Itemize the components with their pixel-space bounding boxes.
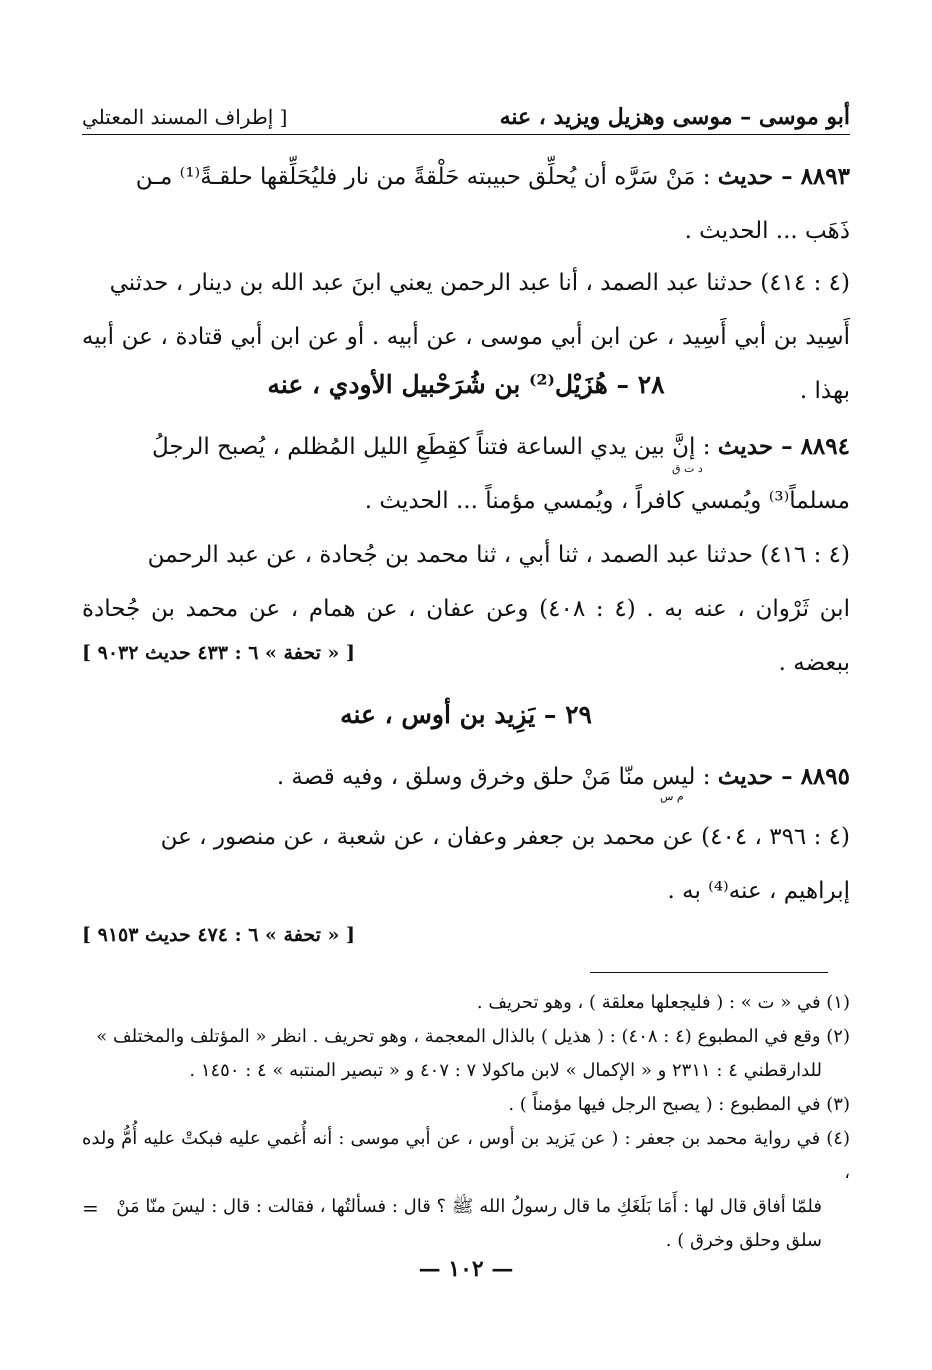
hadith-8893 <box>82 150 850 258</box>
isnad-line1: (٤ : ٤١٦) حدثنا عبد الصمد ، ثنا أبي ، ثنا محمد بن جُحادة ، عن عبد الرحمن <box>147 542 850 568</box>
footnote-3: (٣) في المطبوع : ( يصبح الرجل فيها مؤمناً ) . <box>508 1094 850 1115</box>
header-book-title: [ إطراف المسند المعتلي <box>82 105 288 129</box>
footnote-4-cont2: سلق وحلق وخرق ) . <box>665 1230 822 1251</box>
running-header <box>82 100 850 135</box>
tuhfa-reference-8895: [ « تحفة » ٦ : ٤٧٤ حديث ٩١٥٣ ] <box>82 924 355 946</box>
isnad-line2: إبراهيم ، عنه⁽⁴⁾ به . <box>667 878 850 904</box>
page-number: — ١٠٢ — <box>418 1256 514 1282</box>
isnad-line2: ابن ثَرْوان ، عنه به . (٤ : ٤٠٨) وعن عفان ، عن همام ، عن محمد بن جُحادة ببعضه . <box>82 596 850 676</box>
footnote-2-cont: للدارقطني ٤ : ٢٣١١ و « الإكمال » لابن ماكولا ٧ : ٤٠٧ و « تبصير المنتبه » ٤ : ١٤٥٠ . <box>189 1060 822 1081</box>
hadith-8894-line1 <box>82 420 850 474</box>
hadith-8894 <box>82 420 850 528</box>
isnad-line2: أَسِيد بن أبي أَسِيد ، عن ابن أبي موسى ، عن أبيه . أو عن ابن أبي قتادة ، عن أبيه بهذا . <box>82 324 850 404</box>
footnote-4: (٤) في رواية محمد بن جعفر : ( عن يَزيد بن أوس ، عن أبي موسى : أنه أُغمي عليه فبكتْ عليه أُمُّ ولده ، <box>82 1128 850 1183</box>
hadith-8894-text: : إنَّ بين يدي الساعة فتناً كقِطَعِ الليل المُظلم ، يُصبح الرجلُ <box>152 434 711 460</box>
footnote-4-cont: فلمّا أفاق قال لها : أَمَا بَلَغَكِ ما قال رسولُ الله ﷺ ؟ قال : فسألتُها ، فقالت : قال : ليسَ منّا مَنْ <box>116 1196 822 1217</box>
chapter-28-heading: ٢٨ – هُزَيْل⁽²⁾ بن شُرَحْبيل الأودي ، عنه <box>267 370 665 399</box>
footnote-divider <box>590 972 828 973</box>
hadith-8895 <box>82 750 850 804</box>
hadith-8894-sigla: د ت ق <box>672 462 703 475</box>
footnote-2: (٢) وقع في المطبوع (٤ : ٤٠٨) : ( هذيل ) بالذال المعجمة ، وهو تحريف . انظر « المؤتلف والمختلف » <box>96 1026 850 1047</box>
hadith-8894-number: ٨٨٩٤ – حديث <box>717 433 850 460</box>
hadith-8895-text: : ليس منّا مَنْ حلق وخرق وسلق ، وفيه قصة . <box>276 764 711 790</box>
hadith-8894-line2: مسلماً⁽³⁾ ويُمسي كافراً ، ويُمسي مؤمناً ... الحديث . <box>364 488 850 514</box>
hadith-8893-line2: ذَهَب ... الحديث . <box>684 218 850 244</box>
hadith-8895-line1 <box>82 750 850 804</box>
header-title: أبو موسى – موسى وهزيل ويزيد ، عنه <box>499 104 850 130</box>
hadith-8895-sigla: م س <box>660 790 684 803</box>
hadith-8893-line1 <box>82 150 850 204</box>
isnad-line1: (٤ : ٣٩٦ ، ٤٠٤) عن محمد بن جعفر وعفان ، عن شعبة ، عن منصور ، عن <box>160 824 850 850</box>
hadith-8894-isnad <box>82 528 850 690</box>
footnotes <box>82 986 850 1258</box>
hadith-8895-isnad <box>82 810 850 918</box>
chapter-29-heading: ٢٩ – يَزِيد بن أوس ، عنه <box>340 700 592 729</box>
tuhfa-reference-8894: [ « تحفة » ٦ : ٤٣٣ حديث ٩٠٣٢ ] <box>82 642 355 664</box>
isnad-line1: (٤ : ٤١٤) حدثنا عبد الصمد ، أنا عبد الرحمن يعني ابنَ عبد الله بن دينار ، حدثني <box>109 270 850 296</box>
hadith-8893-number: ٨٨٩٣ – حديث <box>717 163 850 190</box>
continuation-mark: = <box>82 1196 99 1220</box>
hadith-8895-number: ٨٨٩٥ – حديث <box>717 763 850 790</box>
footnote-1: (١) في « ت » : ( فليجعلها معلقة ) ، وهو تحريف . <box>476 992 850 1013</box>
hadith-8893-text: : مَنْ سَرَّه أن يُحلِّق حبيبته حَلْقةً من نار فليُحَلِّقها حلقـةً⁽¹⁾ مـن <box>135 164 711 190</box>
